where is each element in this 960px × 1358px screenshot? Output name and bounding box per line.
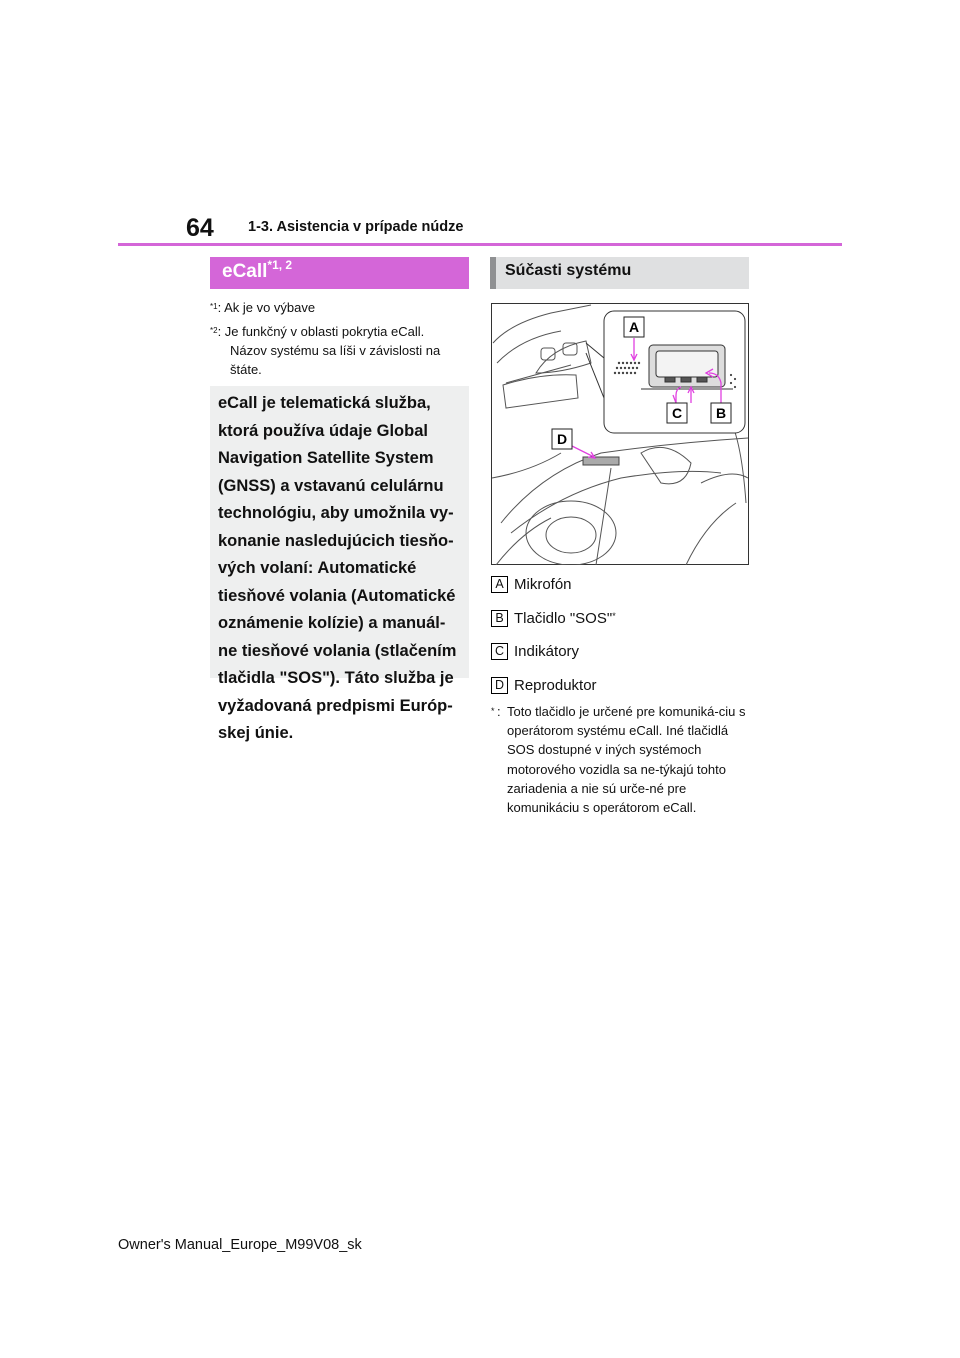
footer-text: Owner's Manual_Europe_M99V08_sk — [118, 1237, 362, 1253]
legend-label: Indikátory — [514, 642, 580, 660]
legend-item-microphone — [491, 574, 572, 594]
header-rule — [118, 243, 842, 246]
ecall-title-sup: *1, 2 — [267, 258, 293, 272]
figure-label-c: C — [671, 405, 683, 421]
footnote-continuation: Názov systému sa líši v závislosti na štáte. — [230, 343, 441, 377]
legend-item-sos-button — [491, 608, 616, 628]
footnote-text: : Ak je vo výbave — [217, 300, 316, 315]
legend-label: Reproduktor — [514, 676, 597, 694]
ecall-heading — [210, 257, 469, 289]
legend-key: D — [491, 677, 508, 694]
footnote-mark: *1 — [210, 302, 218, 311]
figure-label-b: B — [715, 405, 727, 421]
footnote-mark: *2 — [210, 326, 218, 335]
legend-item-speaker — [491, 675, 597, 695]
legend-label: Mikrofón — [514, 575, 572, 593]
sos-footnote: * : Toto tlačidlo je určené pre komuniká-ciu s operátorom systému eCall. Iné tlačidlá SOS dostupné v iných systémoch motorového vozidla sa ne-týkajú tohto zariadenia a nie sú urče-né pre komunikáciu s operátorom eCall. — [491, 702, 753, 817]
legend-key: B — [491, 610, 508, 627]
components-heading: Súčasti systému — [490, 257, 749, 289]
figure-label-a: A — [628, 319, 640, 335]
footnote-2 — [210, 322, 470, 379]
components-illustration — [491, 303, 749, 565]
info-box — [210, 386, 469, 742]
page-number: 64 — [186, 214, 214, 242]
ecall-title: eCall — [222, 261, 268, 282]
legend-key: A — [491, 576, 508, 593]
legend-mark: * — [612, 611, 616, 621]
note-mark: * — [491, 706, 495, 716]
note-text: Toto tlačidlo je určené pre komuniká-ciu s operátorom systému eCall. Iné tlačidlá SOS dostupné v iných systémoch motorového vozidla sa ne-týkajú tohto zariadenia a nie sú urče-né pre komunikáciu s operátorom eCall. — [507, 704, 746, 816]
info-text: eCall je telematická služba, ktorá používa údaje Global Navigation Satellite System (GNSS) a vstavanú celulárnu technológiu, aby umožnila vy-konanie nasledujúcich tiesňo-vých volaní: Automatické tiesňové volania (Automatické oznámenie kolízie) a manuál-ne tiesňové volania (stlačením tlačidla "SOS"). Táto služba je vyžadovaná predpismi Európ-skej únie. — [218, 394, 457, 742]
footnote-text: : Je funkčný v oblasti pokrytia eCall. — [217, 324, 425, 339]
footnote-1 — [210, 298, 315, 317]
legend-key: C — [491, 643, 508, 660]
legend-item-indicators — [491, 641, 579, 661]
section-title: 1-3. Asistencia v prípade núdze — [248, 219, 464, 235]
legend-label: Tlačidlo "SOS" — [514, 609, 613, 627]
figure-label-d: D — [556, 431, 568, 447]
